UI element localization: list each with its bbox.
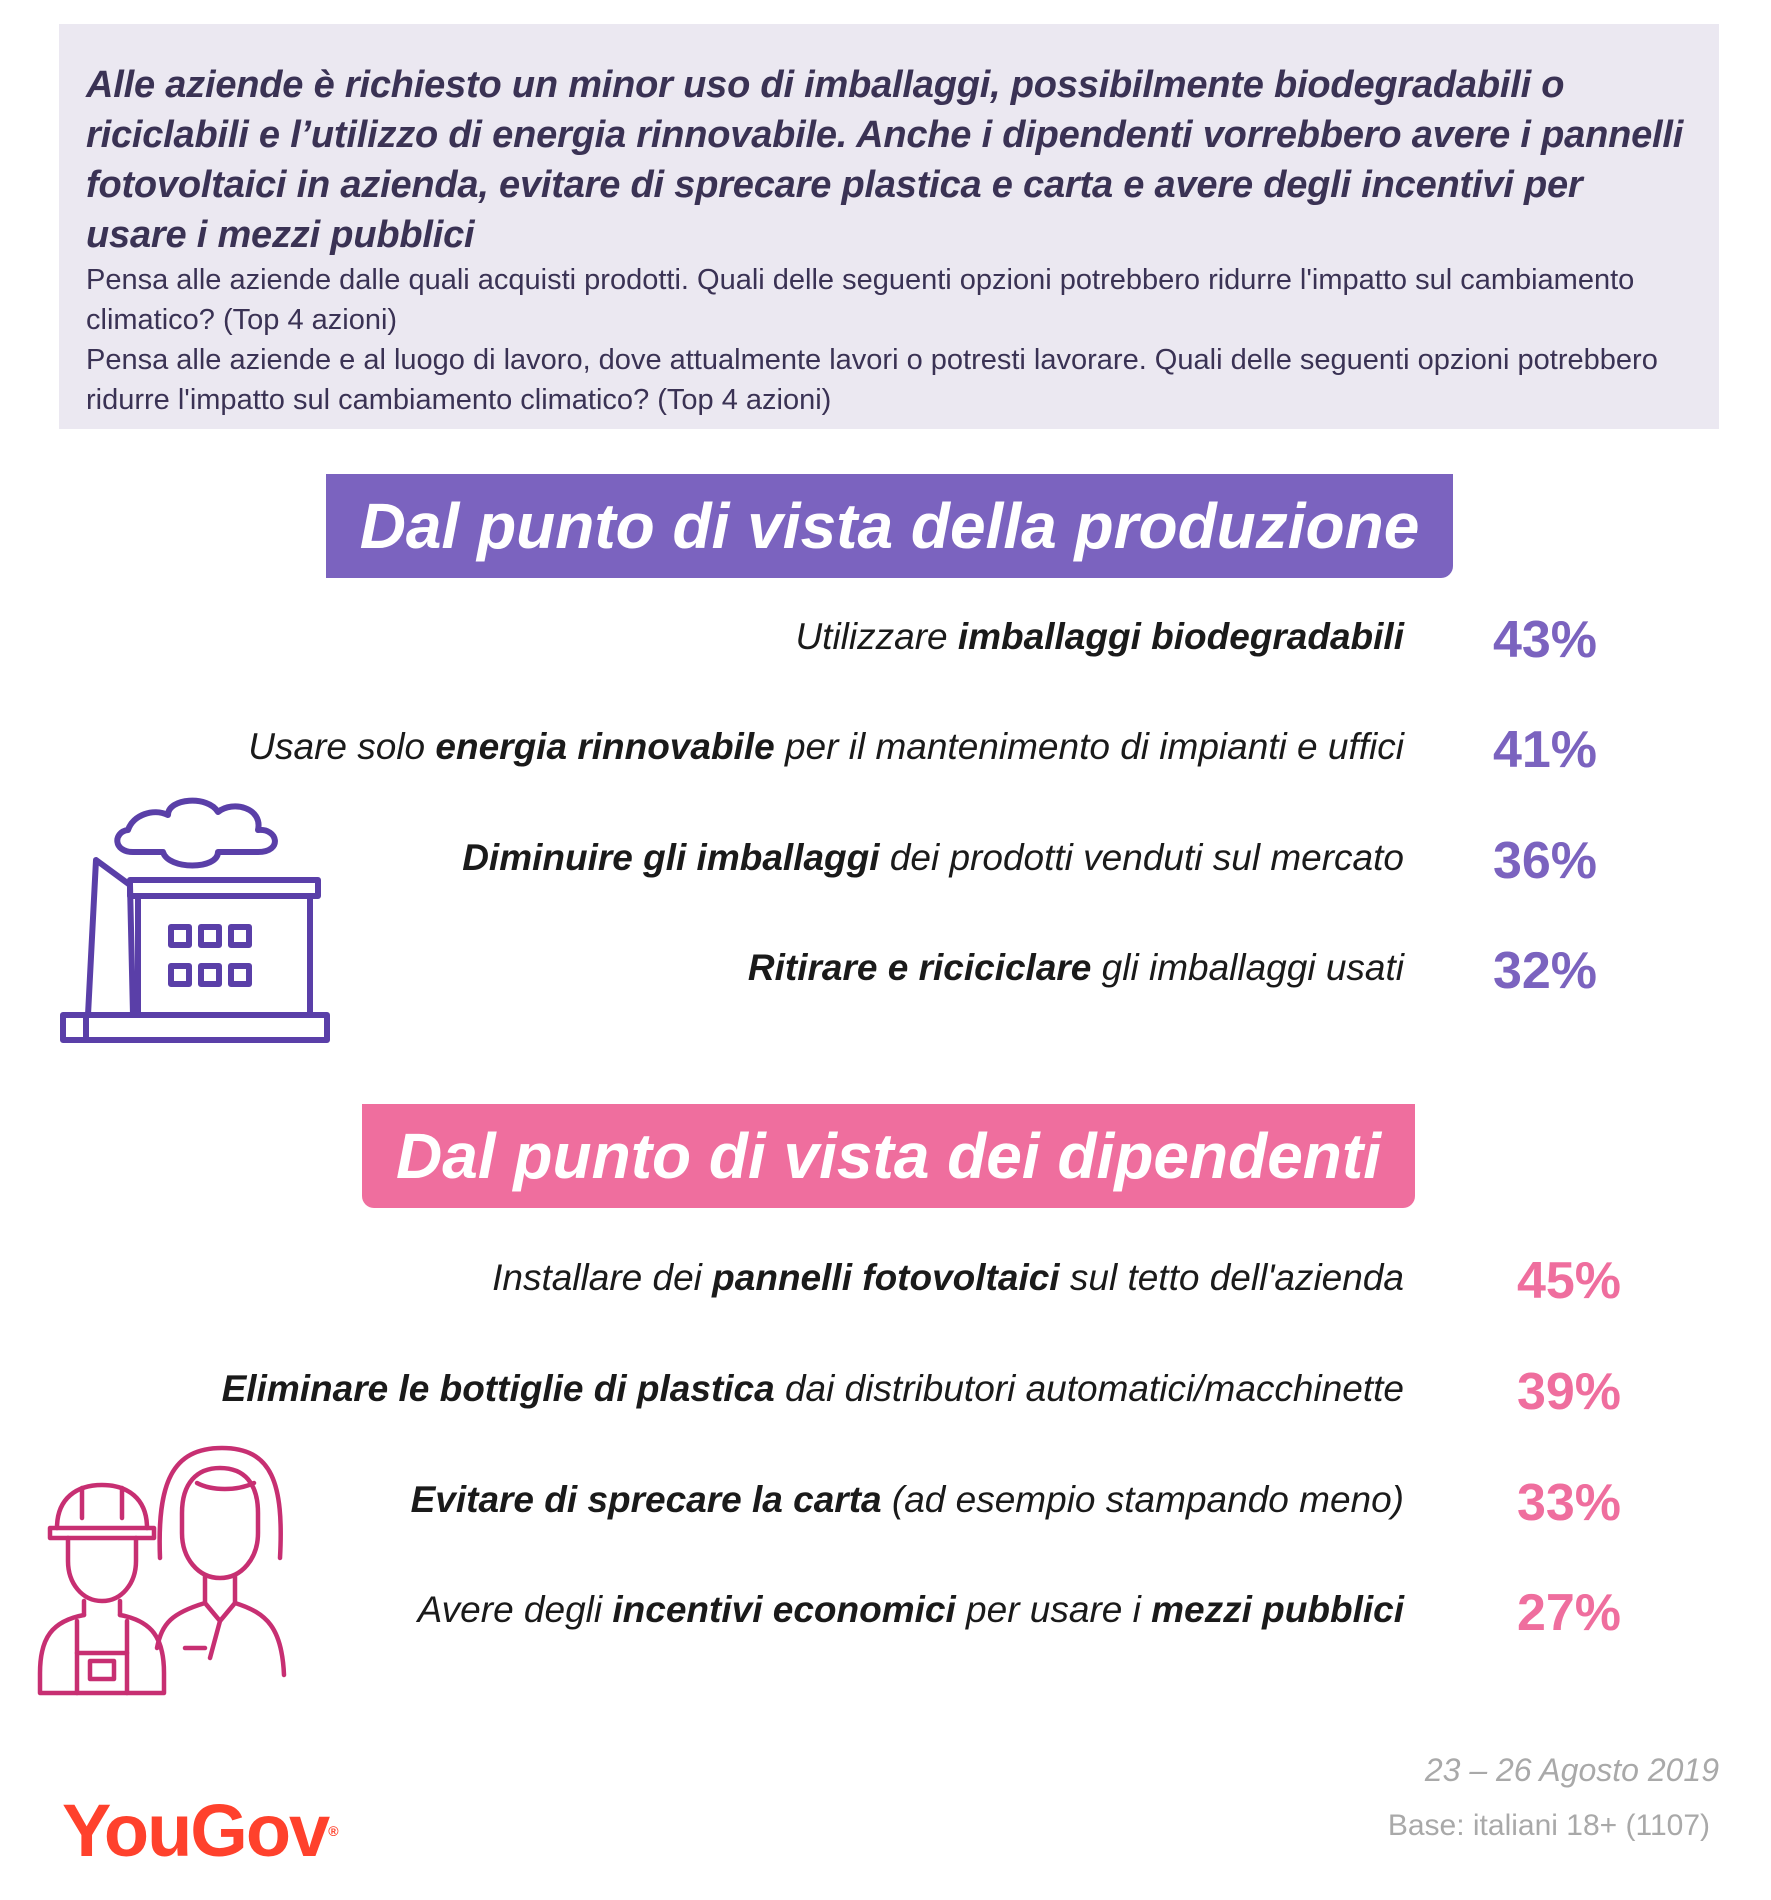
intro-question-2: Pensa alle aziende e al luogo di lavoro, dove attualmente lavori o potresti lavorare. Quali delle seguenti opzioni potrebbero ridurre l'impatto sul cambiamento climatico? (Top 4 azioni): [86, 344, 1658, 416]
intro-headline: Alle aziende è richiesto un minor uso di imballaggi, possibilmente biodegradabili o riciclabili e l’utilizzo di energia rinnovabile. Anche i dipendenti vorrebbero avere i pannelli fotovoltaici in azienda, evitare di sprecare plastica e carta e avere degli incentivi per usare i mezzi pubblici: [86, 64, 1684, 256]
factory-icon: [58, 790, 333, 1050]
employees-value-3: 33%: [1516, 1474, 1622, 1532]
employees-title: Dal punto di vista dei dipendenti: [362, 1104, 1415, 1208]
survey-base: Base: italiani 18+ (1107): [1387, 1809, 1710, 1842]
production-item-1: Utilizzare imballaggi biodegradabili: [795, 616, 1404, 657]
workers-icon: [22, 1443, 297, 1698]
employees-item-3: Evitare di sprecare la carta (ad esempio stampando meno): [410, 1479, 1404, 1520]
production-item-4: Ritirare e riciciclare gli imballaggi usati: [747, 947, 1404, 988]
yougov-logo: YouGov®: [62, 1789, 337, 1872]
production-value-4: 32%: [1492, 942, 1598, 1000]
employees-item-2: Eliminare le bottiglie di plastica dai distributori automatici/macchinette: [221, 1368, 1404, 1409]
production-value-2: 41%: [1492, 721, 1598, 779]
production-value-3: 36%: [1492, 832, 1598, 890]
intro-panel: [59, 24, 1719, 429]
employees-item-1: Installare dei pannelli fotovoltaici sul tetto dell'azienda: [492, 1257, 1404, 1298]
production-title: Dal punto di vista della produzione: [326, 474, 1453, 578]
employees-item-4: Avere degli incentivi economici per usare i mezzi pubblici: [417, 1589, 1404, 1630]
production-value-1: 43%: [1492, 611, 1598, 669]
production-item-2: Usare solo energia rinnovabile per il mantenimento di impianti e uffici: [248, 726, 1404, 767]
production-item-3: Diminuire gli imballaggi dei prodotti venduti sul mercato: [462, 837, 1404, 878]
employees-value-2: 39%: [1516, 1363, 1622, 1421]
survey-date: 23 – 26 Agosto 2019: [1424, 1752, 1719, 1788]
employees-value-1: 45%: [1516, 1252, 1622, 1310]
employees-value-4: 27%: [1516, 1584, 1622, 1642]
intro-question-1: Pensa alle aziende dalle quali acquisti prodotti. Quali delle seguenti opzioni potrebbero ridurre l'impatto sul cambiamento climatico? (Top 4 azioni): [86, 264, 1635, 336]
